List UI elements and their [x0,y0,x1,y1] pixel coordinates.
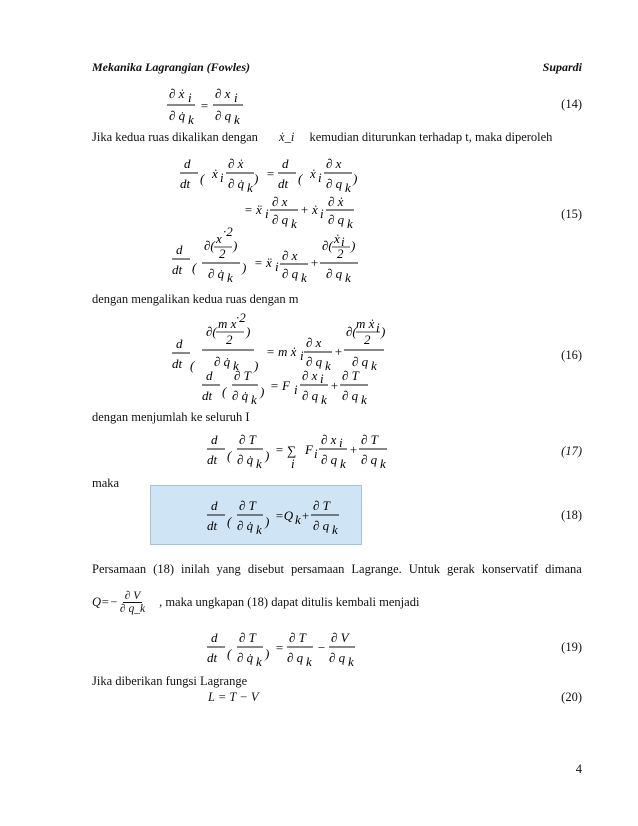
svg-text:k: k [371,358,377,373]
equation-18 [205,494,338,540]
svg-text:k: k [321,392,327,407]
svg-text:∂ q: ∂ q [282,266,299,281]
svg-text:2: 2 [226,332,233,347]
equation-20: L = T − V [208,690,259,704]
inline-q-denominator: ∂ q_k [119,603,146,615]
paragraph-5 [92,562,582,577]
svg-text:dt: dt [207,452,218,467]
svg-text:i: i [318,170,322,185]
svg-text:∂ q̇: ∂ q̇ [169,108,186,123]
svg-text:∂ q: ∂ q [287,650,304,665]
svg-text:∂ q: ∂ q [361,452,378,467]
svg-text:∂(: ∂( [204,238,215,253]
svg-text:+: + [349,442,358,457]
paragraph-2: dengan mengalikan kedua ruas dengan m [92,292,299,306]
svg-text:∑: ∑ [287,443,297,458]
svg-text:(: ( [227,646,232,661]
svg-text:=Q: =Q [275,508,294,523]
paragraph-5-word: gerak [447,562,475,576]
svg-text:i: i [188,90,192,105]
svg-text:dt: dt [172,262,183,277]
svg-text:dt: dt [207,518,218,533]
svg-text:dt: dt [172,356,183,371]
paragraph-5-word: disebut [247,562,284,576]
equation-15 [170,150,370,290]
svg-text:(: ( [227,448,232,463]
svg-text:i: i [376,320,380,335]
svg-text:∂ x: ∂ x [282,248,298,263]
svg-text:∂ T: ∂ T [313,498,330,513]
svg-text:∂ T: ∂ T [239,432,256,447]
svg-text:= m ẋ: = m ẋ [266,344,297,359]
paragraph-5-word: konservatif [481,562,539,576]
svg-text:i: i [234,90,238,105]
svg-text:d: d [211,432,218,447]
svg-text:k: k [361,392,367,407]
running-header-title: Mekanika Lagrangian (Fowles) [92,60,251,74]
svg-text:k: k [234,112,240,127]
svg-text:d: d [184,156,191,171]
paragraph-5-word: dimana [545,562,582,576]
svg-text:∂ q: ∂ q [326,266,343,281]
svg-text:·2: ·2 [236,310,246,325]
svg-text:i: i [320,206,324,221]
svg-text:∂ q̇: ∂ q̇ [214,354,231,369]
svg-text:∂ T: ∂ T [342,368,359,383]
svg-text:): ) [353,171,358,186]
svg-text:k: k [347,216,353,231]
svg-text:i: i [320,371,324,386]
page-number: 4 [575,762,582,776]
svg-text:∂(: ∂( [322,238,333,253]
svg-text:∂ ẋ: ∂ ẋ [328,194,344,209]
equation-number-19: (19) [561,640,582,654]
svg-text:): ) [254,358,259,373]
paragraph-5-word: Persamaan [92,562,147,576]
equation-16 [170,310,386,410]
svg-text:ẋ: ẋ [310,166,316,181]
svg-text:∂ q: ∂ q [272,212,289,227]
svg-text:dt: dt [278,176,289,191]
inline-xdot-i: ẋ_i [279,130,295,144]
svg-text:i: i [291,456,295,471]
paragraph-5-word: yang [216,562,241,576]
svg-text:k: k [227,270,233,285]
svg-text:2: 2 [364,332,371,347]
svg-text:k: k [188,112,194,127]
equation-19 [205,626,354,672]
svg-text:dt: dt [202,388,213,403]
svg-text:): ) [351,238,356,253]
svg-text:∂ q̇: ∂ q̇ [228,176,245,191]
paragraph-1-text-a: Jika kedua ruas dikalikan dengan [92,130,258,144]
svg-text:(: ( [190,358,195,373]
svg-text:(: ( [222,384,227,399]
svg-text:m x: m x [218,316,237,331]
svg-text:d: d [211,630,218,645]
running-header-author: Supardi [542,60,582,74]
svg-text:): ) [254,171,259,186]
svg-text:+: + [334,344,343,359]
svg-text:∂ V: ∂ V [331,630,349,645]
svg-text:): ) [242,260,247,275]
svg-text:∂ q: ∂ q [313,518,330,533]
equation-number-14: (14) [561,97,582,111]
svg-text:∂ x: ∂ x [326,156,342,171]
svg-text:d: d [282,156,289,171]
equation-number-18: (18) [561,508,582,522]
svg-text:∂ x: ∂ x [302,368,318,383]
svg-text:∂ q: ∂ q [302,388,319,403]
svg-text:∂ T: ∂ T [239,630,256,645]
svg-text:∂ x: ∂ x [215,86,231,101]
svg-text:∂ ẋ: ∂ ẋ [169,86,185,101]
equation-number-15: (15) [561,207,582,221]
svg-text:d: d [211,498,218,513]
inline-q-fraction [118,590,147,615]
svg-text:i: i [314,446,318,461]
svg-text:k: k [380,456,386,471]
svg-text:∂ T: ∂ T [234,368,251,383]
svg-text:∂ q: ∂ q [352,354,369,369]
svg-text:=: = [266,166,275,181]
svg-text:∂ T: ∂ T [361,432,378,447]
svg-text:k: k [325,358,331,373]
equation-number-17: (17) [561,444,582,458]
svg-text:k: k [345,270,351,285]
paragraph-6: Jika diberikan fungsi Lagrange [92,674,248,688]
equation-14 [165,80,285,130]
svg-text:k: k [295,512,301,527]
svg-text:F: F [305,442,313,457]
svg-text:i: i [339,435,343,450]
svg-text:d: d [176,242,183,257]
svg-text:): ) [233,238,238,253]
svg-text:d: d [206,368,213,383]
svg-text:∂ q̇: ∂ q̇ [208,266,225,281]
svg-text:∂ x: ∂ x [306,335,322,350]
equation-17 [205,428,386,474]
svg-text:∂ q̇: ∂ q̇ [237,452,254,467]
paragraph-1 [92,130,552,145]
svg-text:+ ẋ: + ẋ [300,202,318,217]
svg-text:= F: = F [270,378,290,393]
svg-text:d: d [176,336,183,351]
svg-text:·2: ·2 [223,224,233,239]
svg-text:k: k [251,392,257,407]
svg-text:i: i [220,170,224,185]
svg-text:= ẍ: = ẍ [244,202,262,217]
svg-text:i: i [294,382,298,397]
svg-text:∂ q: ∂ q [342,388,359,403]
svg-text:): ) [265,514,270,529]
svg-text:∂ q: ∂ q [215,108,232,123]
svg-text:k: k [233,358,239,373]
svg-text:∂ q̇: ∂ q̇ [237,518,254,533]
svg-text:= ẍ: = ẍ [254,255,272,270]
svg-text:i: i [300,348,304,363]
paragraph-4: maka [92,476,120,490]
inline-q-numerator: ∂ V [124,590,141,602]
svg-text:i: i [265,206,269,221]
svg-text:−: − [317,640,326,655]
svg-text:+: + [301,508,310,523]
svg-text:=: = [275,640,284,655]
svg-text:): ) [265,646,270,661]
paragraph-3: dengan menjumlah ke seluruh I [92,410,250,424]
svg-text:k: k [291,216,297,231]
svg-text:(: ( [298,171,303,186]
svg-text:k: k [256,654,262,669]
svg-text:x: x [216,231,222,246]
svg-text:∂ q: ∂ q [328,212,345,227]
svg-text:k: k [340,456,346,471]
svg-text:∂ q: ∂ q [326,176,343,191]
svg-text:∂ q: ∂ q [329,650,346,665]
svg-text:∂ q̇: ∂ q̇ [232,388,249,403]
svg-text:2: 2 [337,246,344,261]
paragraph-5-word: persamaan [290,562,345,576]
paragraph-5-word: Lagrange. [351,562,402,576]
paragraph-5-word: (18) [153,562,174,576]
svg-text:k: k [256,456,262,471]
inline-q-lhs: Q=− [92,595,118,609]
equation-number-16: (16) [561,348,582,362]
svg-text:ẋ: ẋ [334,231,340,246]
svg-text:(: ( [200,171,205,186]
svg-text:∂(: ∂( [346,324,357,339]
paragraph-1-text-b: kemudian diturunkan terhadap t, maka diperoleh [309,130,553,144]
svg-text:∂ T: ∂ T [239,498,256,513]
svg-text:k: k [301,270,307,285]
svg-text:=: = [200,98,209,113]
equation-number-20: (20) [561,690,582,704]
svg-text:i: i [275,259,279,274]
svg-text:∂ q: ∂ q [321,452,338,467]
svg-text:m ẋ: m ẋ [356,316,375,331]
svg-text:): ) [246,324,251,339]
svg-text:∂ T: ∂ T [289,630,306,645]
svg-text:k: k [332,522,338,537]
svg-text:∂ q: ∂ q [306,354,323,369]
paragraph-5b [92,590,419,615]
paragraph-5-word: Untuk [408,562,441,576]
svg-text:∂ x: ∂ x [321,432,337,447]
svg-text:ẋ: ẋ [212,166,218,181]
svg-text:k: k [247,180,253,195]
paragraph-5-word: inilah [181,562,210,576]
svg-text:2: 2 [219,246,226,261]
svg-text:dt: dt [207,650,218,665]
svg-text:): ) [381,324,386,339]
svg-text:i: i [341,234,345,249]
svg-text:=: = [275,442,284,457]
svg-text:k: k [256,522,262,537]
svg-text:(: ( [192,260,197,275]
svg-text:∂ x: ∂ x [272,194,288,209]
svg-text:): ) [260,384,265,399]
svg-text:k: k [306,654,312,669]
svg-text:k: k [348,654,354,669]
svg-text:(: ( [227,514,232,529]
svg-text:k: k [345,180,351,195]
svg-text:dt: dt [180,176,191,191]
svg-text:): ) [265,448,270,463]
svg-text:∂ q̇: ∂ q̇ [237,650,254,665]
svg-text:∂(: ∂( [206,324,217,339]
svg-text:∂ ẋ: ∂ ẋ [228,156,244,171]
svg-text:+: + [330,378,339,393]
svg-text:+: + [310,255,319,270]
paragraph-5b-text: , maka ungkapan (18) dapat ditulis kembali menjadi [159,595,420,609]
